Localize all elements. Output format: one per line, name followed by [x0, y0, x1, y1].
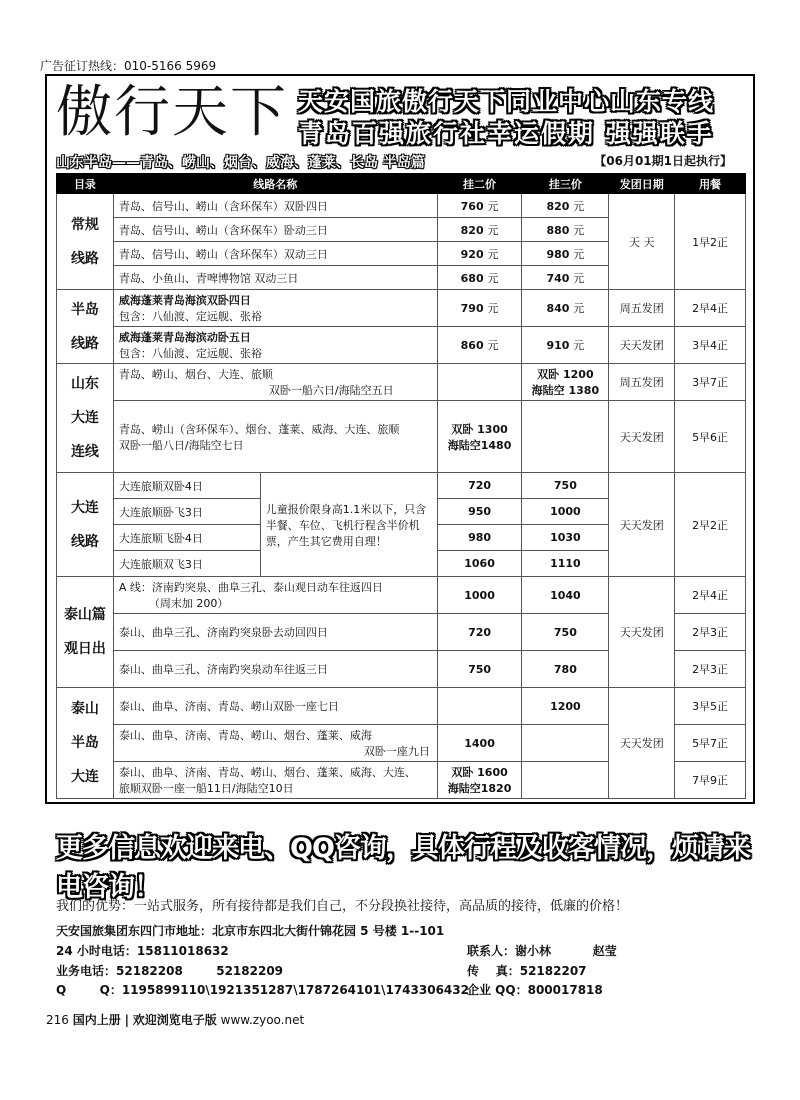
header-category: 目录	[57, 174, 114, 194]
route-name: A 线：济南趵突泉、曲阜三孔、泰山观日动车往返四日 （周末加 200）	[113, 577, 437, 614]
route-name: 泰山、曲阜、济南、青岛、崂山、烟台、蓬莱、威海 双卧一座九日	[113, 725, 437, 762]
price-3: 880 元	[522, 218, 609, 242]
meal: 2早4正	[675, 577, 746, 614]
price-2: 双卧 1600 海陆空1820	[437, 762, 522, 799]
price-3	[522, 401, 609, 473]
price-3: 820 元	[522, 194, 609, 218]
depart-date: 天天发团	[609, 473, 675, 577]
route-name: 泰山、曲阜三孔、济南趵突泉动车往返三日	[113, 651, 437, 688]
effective-date: 【06月01期1日起执行】	[594, 154, 732, 168]
website-link[interactable]: www.zyoo.net	[220, 1013, 305, 1027]
meal: 1早2正	[675, 194, 746, 290]
price-3: 1110	[522, 551, 609, 577]
slogan-line1: 天安国旅傲行天下同业中心山东专线	[298, 87, 715, 116]
page-number: 216	[46, 1013, 69, 1027]
table-header-row	[57, 174, 746, 194]
price-2	[437, 688, 522, 725]
page-footer: 216 国内上册 | 欢迎浏览电子版 www.zyoo.net	[46, 1013, 305, 1027]
depart-date: 周五发团	[609, 290, 675, 327]
table-row	[57, 688, 746, 725]
price-2: 760 元	[437, 194, 522, 218]
depart-date: 天天发团	[609, 401, 675, 473]
meal: 2早3正	[675, 651, 746, 688]
price-3: 1040	[522, 577, 609, 614]
category-regular: 常规 线路	[57, 194, 114, 290]
route-name: 青岛、崂山（含环保车）、烟台、蓬莱、威海、大连、旅顺 双卧一船八日/海陆空七日	[113, 401, 437, 473]
table-row	[57, 364, 746, 401]
category-dalian: 大连 线路	[57, 473, 114, 577]
header-route: 线路名称	[113, 174, 437, 194]
route-includes: 包含：八仙渡、定远舰、张裕	[118, 347, 262, 360]
category-dalian-link: 山东 大连 连线	[57, 364, 114, 473]
depart-date: 天 天	[609, 194, 675, 290]
price-2	[437, 364, 522, 401]
table-row	[57, 473, 746, 499]
price-2: 720	[437, 614, 522, 651]
category-taishan: 泰山篇 观日出	[57, 577, 114, 688]
meal: 2早3正	[675, 614, 746, 651]
hotline-number: 15811018632	[136, 944, 229, 958]
route-name: 泰山、曲阜、济南、青岛、崂山、烟台、蓬莱、威海、大连、 旅顺双卧一座一船11日/海陆空10日	[113, 762, 437, 799]
price-3: 980 元	[522, 242, 609, 266]
header-depart: 发团日期	[609, 174, 675, 194]
header-meal: 用餐	[675, 174, 746, 194]
route-name: 大连旅顺双飞3日	[113, 551, 260, 577]
price-2: 790 元	[437, 290, 522, 327]
route-price-table	[56, 173, 746, 799]
price-3: 910 元	[522, 327, 609, 364]
route-name: 威海蓬莱青岛海滨动卧五日 包含：八仙渡、定远舰、张裕	[113, 327, 437, 364]
route-name: 大连旅顺飞卧4日	[113, 525, 260, 551]
price-3: 1200	[522, 688, 609, 725]
contact-person: 联系人：谢小林 赵莹	[467, 944, 617, 958]
price-2: 720	[437, 473, 522, 499]
route-name: 泰山、曲阜三孔、济南趵突泉卧去动回四日	[113, 614, 437, 651]
table-row	[57, 327, 746, 364]
price-2: 920 元	[437, 242, 522, 266]
category-peninsula: 半岛 线路	[57, 290, 114, 364]
meal: 3早5正	[675, 688, 746, 725]
logo: 傲行天下	[56, 80, 288, 145]
table-row	[57, 401, 746, 473]
route-banner	[56, 152, 746, 170]
price-2: 1000	[437, 577, 522, 614]
hotline-line: 24 小时电话：15811018632	[56, 944, 229, 958]
category-combo: 泰山 半岛 大连	[57, 688, 114, 799]
price-3: 750	[522, 473, 609, 499]
route-name: 青岛、信号山、崂山（含环保车）双卧四日	[113, 194, 437, 218]
route-name: 青岛、崂山、烟台、大连、旅顺 双卧一船六日/海陆空五日	[113, 364, 437, 401]
price-2: 860 元	[437, 327, 522, 364]
business-phone: 业务电话：52182208 52182209	[56, 964, 284, 978]
meal: 5早7正	[675, 725, 746, 762]
depart-date: 周五发团	[609, 364, 675, 401]
price-3: 740 元	[522, 266, 609, 290]
price-3: 1030	[522, 525, 609, 551]
price-3	[522, 762, 609, 799]
child-price-note: 儿童报价限身高1.1米以下，只含半餐、车位、飞机行程含半价机票，产生其它费用自理！	[260, 473, 437, 577]
price-3: 双卧 1200 海陆空 1380	[522, 364, 609, 401]
route-includes: 包含：八仙渡、定远舰、张裕	[118, 310, 262, 323]
meal: 3早7正	[675, 364, 746, 401]
qq-numbers: Q Q：1195899110\1921351287\1787264101\1743306432	[56, 983, 469, 997]
advantage-text: 我们的优势：一站式服务，所有接待都是我们自己，不分段换社接待，高品质的接待，低廉的价格！	[56, 899, 629, 914]
route-name: 大连旅顺卧飞3日	[113, 499, 260, 525]
route-name: 青岛、信号山、崂山（含环保车）双动三日	[113, 242, 437, 266]
header-price-2: 挂二价	[437, 174, 522, 194]
price-2: 820 元	[437, 218, 522, 242]
route-name: 泰山、曲阜、济南、青岛、崂山双卧一座七日	[113, 688, 437, 725]
price-3: 750	[522, 614, 609, 651]
slogan-line2: 青岛百强旅行社幸运假期 强强联手	[298, 119, 714, 148]
company-address: 天安国旅集团东四门市地址：北京市东四北大街什锦花园 5 号楼 1--101	[56, 924, 445, 938]
price-3: 840 元	[522, 290, 609, 327]
route-name: 威海蓬莱青岛海滨双卧四日 包含：八仙渡、定远舰、张裕	[113, 290, 437, 327]
meal: 3早4正	[675, 327, 746, 364]
price-2: 980	[437, 525, 522, 551]
price-2: 950	[437, 499, 522, 525]
price-2: 680 元	[437, 266, 522, 290]
price-3	[522, 725, 609, 762]
route-region-title: 山东半岛——青岛、崂山、烟台、威海、蓬莱、长岛 半岛篇	[56, 155, 425, 171]
price-2: 1400	[437, 725, 522, 762]
depart-date: 天天发团	[609, 577, 675, 688]
table-row	[57, 577, 746, 614]
price-2: 750	[437, 651, 522, 688]
corporate-qq: 企业 QQ：800017818	[467, 983, 603, 997]
price-2: 双卧 1300 海陆空1480	[437, 401, 522, 473]
table-row	[57, 290, 746, 327]
header-price-3: 挂三价	[522, 174, 609, 194]
ad-hotline: 广告征订热线：010-5166 5969	[40, 59, 217, 73]
depart-date: 天天发团	[609, 688, 675, 799]
meal: 2早4正	[675, 290, 746, 327]
route-name: 青岛、信号山、崂山（含环保车）卧动三日	[113, 218, 437, 242]
route-name: 大连旅顺双卧4日	[113, 473, 260, 499]
price-2: 1060	[437, 551, 522, 577]
depart-date: 天天发团	[609, 327, 675, 364]
route-name: 青岛、小鱼山、青啤博物馆 双动三日	[113, 266, 437, 290]
meal: 7早9正	[675, 762, 746, 799]
fax: 传 真：52182207	[467, 964, 587, 978]
price-3: 1000	[522, 499, 609, 525]
price-3: 780	[522, 651, 609, 688]
promo-banner: 更多信息欢迎来电、QQ咨询，具体行程及收客情况，烦请来电咨询！	[56, 833, 750, 903]
table-row	[57, 194, 746, 218]
meal: 2早2正	[675, 473, 746, 577]
meal: 5早6正	[675, 401, 746, 473]
